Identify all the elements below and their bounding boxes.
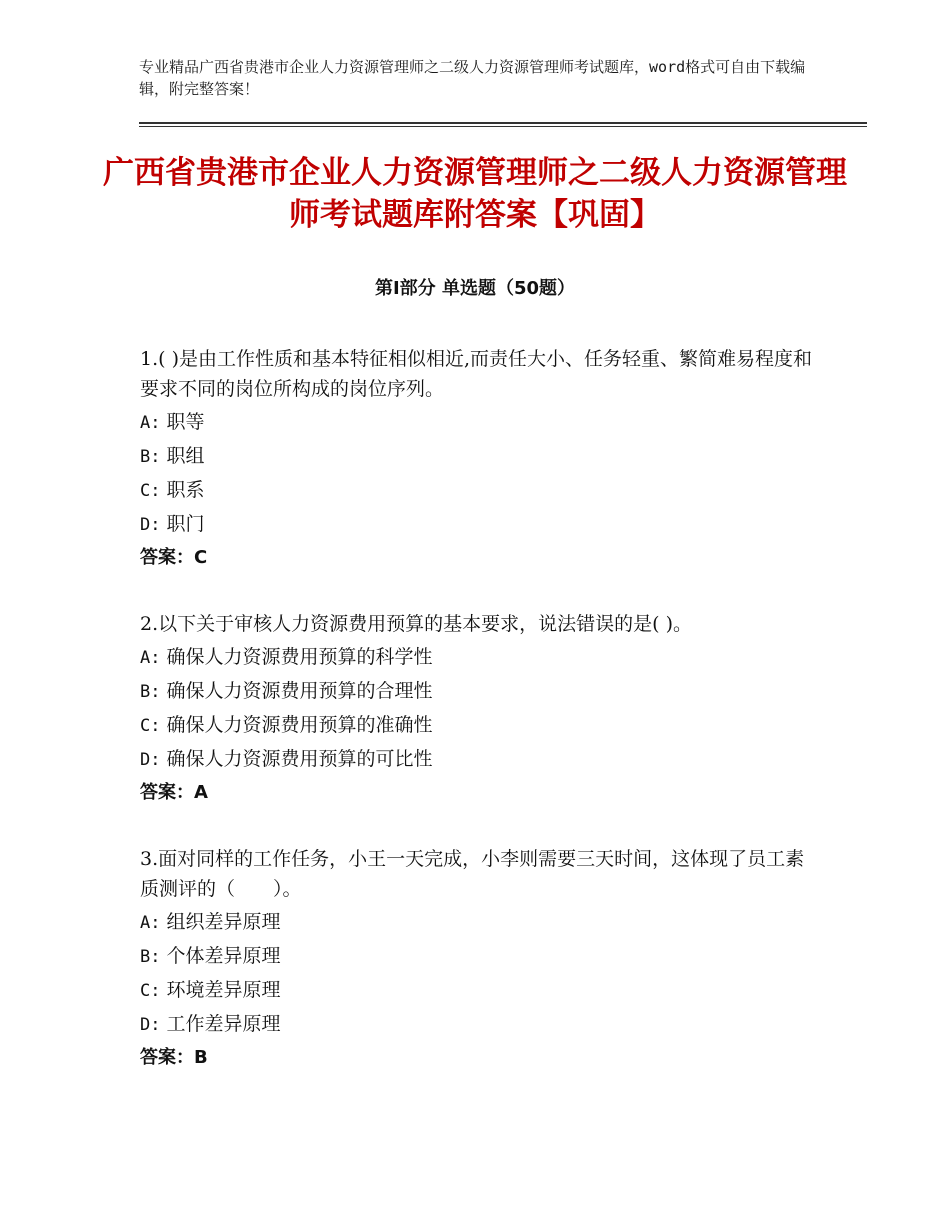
option-letter: A:	[140, 913, 161, 933]
option-d	[140, 1011, 820, 1045]
answer-key: 答案：C	[140, 547, 208, 568]
option-letter: B:	[140, 947, 161, 967]
option-letter: B:	[140, 447, 161, 467]
option-text: 组织差异原理	[166, 911, 281, 933]
header-note: 专业精品广西省贵港市企业人力资源管理师之二级人力资源管理师考试题库，word格式可自由下载编辑，附完整答案！	[139, 58, 806, 98]
option-c	[140, 977, 820, 1011]
answer-key: 答案：B	[140, 1047, 208, 1068]
option-letter: D:	[140, 1015, 161, 1035]
option-text: 职组	[166, 445, 205, 467]
question-list	[140, 344, 820, 1109]
question-2	[140, 609, 820, 810]
option-text: 职门	[166, 513, 205, 535]
option-letter: D:	[140, 515, 161, 535]
option-text: 确保人力资源费用预算的合理性	[166, 680, 433, 702]
option-a	[140, 909, 820, 943]
option-c	[140, 712, 820, 746]
option-text: 职系	[166, 479, 205, 501]
option-a	[140, 409, 820, 443]
answer-key: 答案：A	[140, 782, 208, 803]
question-stem: 2.以下关于审核人力资源费用预算的基本要求，说法错误的是( )。	[140, 613, 692, 635]
option-letter: A:	[140, 413, 161, 433]
question-3	[140, 844, 820, 1075]
document-title: 广西省贵港市企业人力资源管理师之二级人力资源管理师考试题库附答案【巩固】	[103, 155, 847, 233]
header-rule-thin	[139, 126, 867, 127]
section-title: 第Ⅰ部分 单选题（50题）	[374, 278, 575, 299]
option-letter: C:	[140, 481, 161, 501]
question-stem: 3.面对同样的工作任务，小王一天完成，小李则需要三天时间，这体现了员工素质测评的（ ）。	[140, 848, 805, 900]
option-text: 环境差异原理	[166, 979, 281, 1001]
question-stem: 1.( )是由工作性质和基本特征相似相近,而责任大小、任务轻重、繁简难易程度和要求不同的岗位所构成的岗位序列。	[140, 348, 813, 400]
option-letter: D:	[140, 750, 161, 770]
option-letter: A:	[140, 648, 161, 668]
option-letter: C:	[140, 981, 161, 1001]
option-text: 确保人力资源费用预算的准确性	[166, 714, 433, 736]
option-text: 工作差异原理	[166, 1013, 281, 1035]
option-letter: B:	[140, 682, 161, 702]
option-d	[140, 511, 820, 545]
option-a	[140, 644, 820, 678]
option-text: 职等	[166, 411, 205, 433]
option-b	[140, 678, 820, 712]
header-rule-thick	[139, 122, 867, 124]
option-text: 个体差异原理	[166, 945, 281, 967]
option-c	[140, 477, 820, 511]
option-b	[140, 943, 820, 977]
option-text: 确保人力资源费用预算的科学性	[166, 646, 433, 668]
option-letter: C:	[140, 716, 161, 736]
option-text: 确保人力资源费用预算的可比性	[166, 748, 433, 770]
question-1	[140, 344, 820, 575]
option-d	[140, 746, 820, 780]
option-b	[140, 443, 820, 477]
